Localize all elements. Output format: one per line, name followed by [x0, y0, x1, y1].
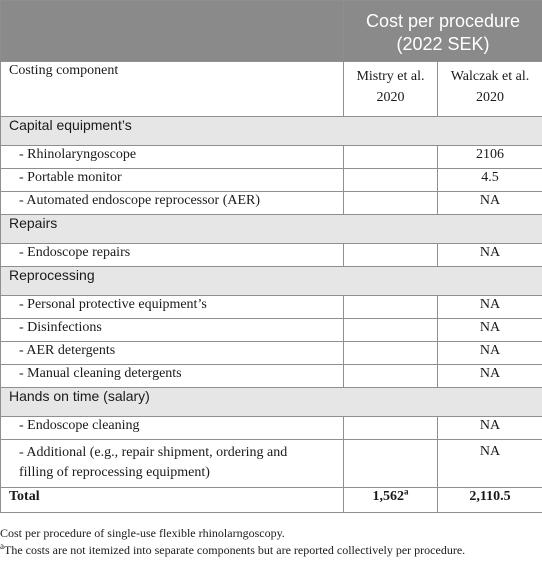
section-row-capital-equipment: [1, 117, 542, 146]
row-walczak-value: NA: [438, 319, 542, 342]
row-label: [1, 440, 344, 488]
header-title-cell: [344, 1, 542, 62]
header-blank-cell: [1, 1, 344, 62]
section-row-repairs: [1, 215, 542, 244]
table-row: [1, 296, 542, 319]
table-row: [1, 342, 542, 365]
total-row: [1, 488, 542, 513]
section-title: Capital equipment’s: [1, 117, 542, 146]
row-mistry-value: [344, 417, 438, 440]
column-header-row: [1, 62, 542, 117]
header-title-line2: (2022 SEK): [396, 34, 490, 54]
row-label: - Disinfections: [1, 319, 344, 342]
row-mistry-value: [344, 319, 438, 342]
row-mistry-value: [344, 244, 438, 267]
row-walczak-value: NA: [438, 342, 542, 365]
row-walczak-value: NA: [438, 192, 542, 215]
table-footnote: [0, 542, 540, 559]
table-header-row: [1, 1, 542, 62]
table-row: [1, 146, 542, 169]
total-label: Total: [1, 488, 344, 513]
total-walczak-value: 2,110.5: [438, 488, 542, 513]
row-label-line1: - Additional (e.g., repair shipment, ordering and: [19, 445, 288, 460]
row-label: - Portable monitor: [1, 169, 344, 192]
row-label-line2: filling of reprocessing equipment): [19, 465, 210, 480]
row-mistry-value: [344, 365, 438, 388]
column-header-walczak-line2: 2020: [476, 90, 504, 105]
total-mistry-value: [344, 488, 438, 513]
section-title: Repairs: [1, 215, 542, 244]
column-header-walczak-line1: Walczak et al.: [450, 69, 530, 84]
row-mistry-value: [344, 146, 438, 169]
row-label: - Rhinolaryngoscope: [1, 146, 344, 169]
section-title: Reprocessing: [1, 267, 542, 296]
table-notes: [0, 513, 542, 559]
row-mistry-value: [344, 296, 438, 319]
footnote-marker: a: [0, 541, 4, 551]
row-label: - Endoscope cleaning: [1, 417, 344, 440]
section-row-hands-on-time: [1, 388, 542, 417]
row-mistry-value: [344, 192, 438, 215]
row-label: - Automated endoscope reprocessor (AER): [1, 192, 344, 215]
table-row: [1, 192, 542, 215]
column-header-mistry-line1: Mistry et al.: [356, 69, 425, 84]
row-walczak-value: NA: [438, 365, 542, 388]
column-header-mistry: [344, 62, 438, 117]
row-label: - AER detergents: [1, 342, 344, 365]
section-title: Hands on time (salary): [1, 388, 542, 417]
column-header-walczak: [438, 62, 542, 117]
header-title-line1: Cost per procedure: [365, 11, 521, 31]
row-label: - Personal protective equipment’s: [1, 296, 344, 319]
table-row: [1, 244, 542, 267]
row-mistry-value: [344, 342, 438, 365]
row-walczak-value: NA: [438, 296, 542, 319]
row-walczak-value: 4.5: [438, 169, 542, 192]
table-row: [1, 365, 542, 388]
table-row: [1, 440, 542, 488]
table-caption: Cost per procedure of single-use flexible rhinolarngoscopy.: [0, 526, 285, 540]
table-row: [1, 319, 542, 342]
total-mistry-footnote-marker: a: [404, 486, 409, 497]
row-walczak-value: NA: [438, 244, 542, 267]
row-mistry-value: [344, 440, 438, 488]
total-mistry-number: 1,562: [372, 489, 404, 504]
row-label: - Endoscope repairs: [1, 244, 344, 267]
section-row-reprocessing: [1, 267, 542, 296]
row-walczak-value: NA: [438, 417, 542, 440]
footnote-text: The costs are not itemized into separate components but are reported collectively per procedure.: [4, 543, 466, 557]
table-row: [1, 169, 542, 192]
column-header-mistry-line2: 2020: [376, 90, 405, 105]
row-mistry-value: [344, 169, 438, 192]
table-row: [1, 417, 542, 440]
row-walczak-value: NA: [438, 440, 542, 488]
row-label: - Manual cleaning detergents: [1, 365, 344, 388]
column-header-component: Costing component: [1, 62, 344, 117]
row-walczak-value: 2106: [438, 146, 542, 169]
